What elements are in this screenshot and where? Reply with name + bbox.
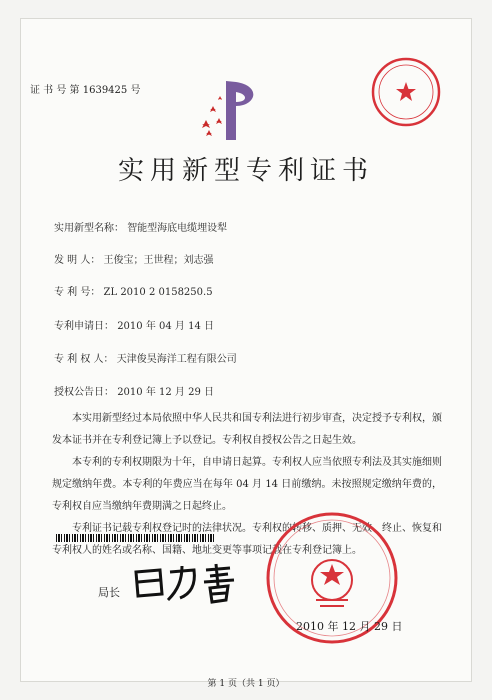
page-footer: 第 1 页（共 1 页） xyxy=(207,679,285,689)
patent-holder-label: 专 利 权 人： xyxy=(54,354,114,365)
grant-date-label: 授权公告日： xyxy=(54,387,114,398)
inventor-value: 王俊宝；王世程；刘志强 xyxy=(103,255,214,266)
filing-date-label: 专利申请日： xyxy=(54,321,114,332)
certificate-number-label: 证 书 号 第 xyxy=(30,85,80,96)
patent-holder-value: 天津俊昊海洋工程有限公司 xyxy=(116,354,237,365)
paragraph-status: 专利证书记载专利权登记时的法律状况。专利权的转移、质押、无效、终止、恢复和专利权人的姓名或名称、国籍、地址变更等事项记载在专利登记簿上。 xyxy=(52,523,442,556)
patent-number-row xyxy=(54,288,213,298)
certificate-number-suffix: 号 xyxy=(130,85,141,96)
grant-date-value: 2010 年 12 月 29 日 xyxy=(117,387,214,398)
filing-date-row xyxy=(54,322,214,332)
paragraph-term: 本专利的专利权期限为十年，自申请日起算。专利权人应当依照专利法及其实施细则规定缴纳年费。本专利的年费应当在每年 04 月 14 日前缴纳。未按照规定缴纳年费的，专利权自应当缴纳年费期满之日起终止。 xyxy=(52,457,442,512)
director-signature xyxy=(130,560,240,606)
director-label: 局长 xyxy=(98,586,120,599)
utility-model-name-row xyxy=(54,224,227,234)
certificate-number-value: 1639425 xyxy=(82,85,128,96)
utility-model-name-label: 实用新型名称： xyxy=(54,223,124,234)
filing-date-value: 2010 年 04 月 14 日 xyxy=(117,321,214,332)
certificate-title: 实用新型专利证书 xyxy=(117,156,374,186)
agency-stamp xyxy=(370,56,442,128)
inventor-row xyxy=(54,256,214,266)
paragraph-grant: 本实用新型经过本局依照中华人民共和国专利法进行初步审查，决定授予专利权，颁发本证书并在专利登记簿上予以登记。专利权自授权公告之日起生效。 xyxy=(52,413,442,446)
barcode xyxy=(56,534,216,542)
sipo-logo xyxy=(196,76,276,146)
issue-date: 2010 年 12 月 29 日 xyxy=(296,620,403,633)
utility-model-name-value: 智能型海底电缆埋设犁 xyxy=(127,223,228,234)
inventor-label: 发 明 人： xyxy=(54,255,101,266)
certificate-number xyxy=(30,86,140,96)
patent-number-label: 专 利 号： xyxy=(54,287,101,298)
patent-number-value: ZL 2010 2 0158250.5 xyxy=(103,287,213,298)
patent-holder-row xyxy=(54,355,237,365)
grant-date-row xyxy=(54,388,214,398)
